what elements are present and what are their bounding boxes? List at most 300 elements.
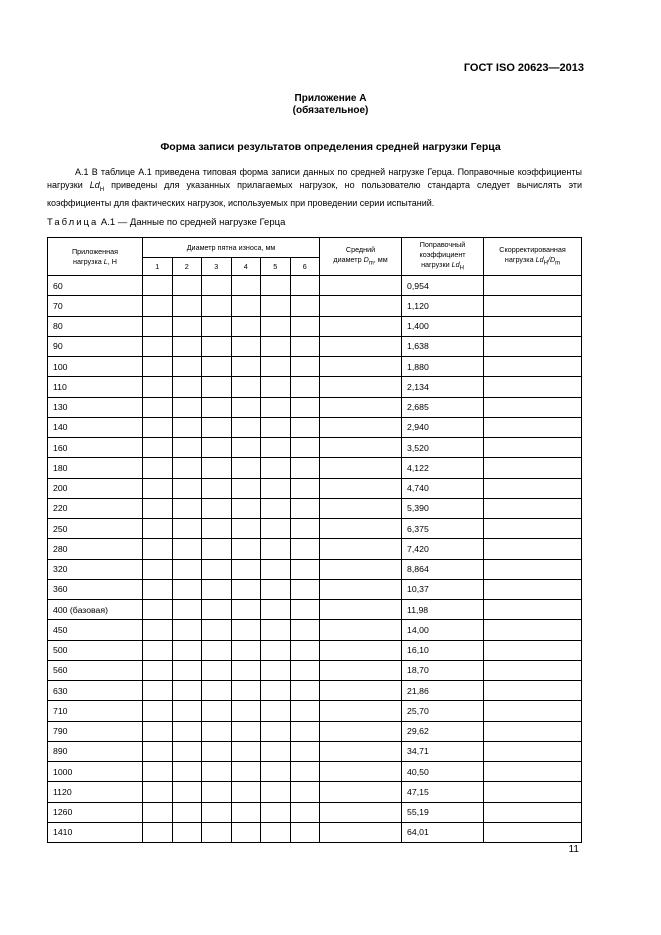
cell-average-diameter xyxy=(320,701,402,721)
cell-diameter-5 xyxy=(261,660,291,680)
cell-diameter-5 xyxy=(261,438,291,458)
cell-load: 90 xyxy=(48,336,143,356)
cell-average-diameter xyxy=(320,681,402,701)
cell-diameter-1 xyxy=(143,579,173,599)
cell-diameter-2 xyxy=(172,417,202,437)
cell-corrected-load xyxy=(484,438,582,458)
cell-diameter-3 xyxy=(202,539,232,559)
cell-diameter-1 xyxy=(143,782,173,802)
col-header-diameter-2: 2 xyxy=(172,258,202,276)
para-text-1: А.1 В таблице А.1 приведена типовая форма записи данных по средней нагрузке Герца. Поправочные коэффициенты нагрузки xyxy=(47,167,582,190)
cell-diameter-1 xyxy=(143,498,173,518)
table-row xyxy=(48,438,582,458)
table-row xyxy=(48,660,582,680)
cell-diameter-6 xyxy=(290,438,320,458)
cell-coefficient: 4,122 xyxy=(402,458,484,478)
cell-diameter-2 xyxy=(172,336,202,356)
page-number: 11 xyxy=(568,844,579,855)
cell-diameter-4 xyxy=(231,397,261,417)
cell-diameter-3 xyxy=(202,519,232,539)
cell-diameter-5 xyxy=(261,721,291,741)
cell-diameter-1 xyxy=(143,721,173,741)
col-header-diameter-3: 3 xyxy=(202,258,232,276)
cell-diameter-4 xyxy=(231,296,261,316)
cell-load: 500 xyxy=(48,640,143,660)
cell-load: 200 xyxy=(48,478,143,498)
cell-diameter-6 xyxy=(290,458,320,478)
cell-coefficient: 18,70 xyxy=(402,660,484,680)
cell-diameter-1 xyxy=(143,296,173,316)
cell-diameter-5 xyxy=(261,478,291,498)
cell-diameter-2 xyxy=(172,640,202,660)
cell-coefficient: 4,740 xyxy=(402,478,484,498)
cell-coefficient: 1,400 xyxy=(402,316,484,336)
cell-diameter-5 xyxy=(261,498,291,518)
cell-average-diameter xyxy=(320,519,402,539)
cell-diameter-4 xyxy=(231,458,261,478)
cell-diameter-5 xyxy=(261,377,291,397)
cell-load: 220 xyxy=(48,498,143,518)
cell-diameter-4 xyxy=(231,681,261,701)
cell-diameter-5 xyxy=(261,357,291,377)
cell-diameter-2 xyxy=(172,822,202,842)
cell-diameter-1 xyxy=(143,640,173,660)
para-symbol: Ld xyxy=(89,180,100,190)
table-row xyxy=(48,559,582,579)
cell-average-diameter xyxy=(320,782,402,802)
col-header-diameter-5: 5 xyxy=(261,258,291,276)
cell-diameter-2 xyxy=(172,579,202,599)
cell-diameter-6 xyxy=(290,640,320,660)
table-caption xyxy=(47,217,285,228)
cell-corrected-load xyxy=(484,802,582,822)
cell-average-diameter xyxy=(320,498,402,518)
cell-average-diameter xyxy=(320,640,402,660)
cell-diameter-2 xyxy=(172,377,202,397)
table-row xyxy=(48,600,582,620)
cell-corrected-load xyxy=(484,519,582,539)
cell-coefficient: 3,520 xyxy=(402,438,484,458)
cell-diameter-4 xyxy=(231,802,261,822)
cell-corrected-load xyxy=(484,276,582,296)
col-header-diameter-6: 6 xyxy=(290,258,320,276)
cell-diameter-3 xyxy=(202,336,232,356)
cell-diameter-4 xyxy=(231,539,261,559)
table-row xyxy=(48,296,582,316)
col-header-load: Приложенная нагрузка L, Н xyxy=(48,238,143,276)
cell-diameter-3 xyxy=(202,478,232,498)
cell-diameter-4 xyxy=(231,276,261,296)
cell-load: 360 xyxy=(48,579,143,599)
cell-corrected-load xyxy=(484,336,582,356)
cell-diameter-6 xyxy=(290,336,320,356)
cell-average-diameter xyxy=(320,600,402,620)
cell-coefficient: 5,390 xyxy=(402,498,484,518)
cell-average-diameter xyxy=(320,559,402,579)
cell-diameter-3 xyxy=(202,438,232,458)
table-row xyxy=(48,762,582,782)
cell-diameter-2 xyxy=(172,660,202,680)
cell-average-diameter xyxy=(320,620,402,640)
cell-diameter-6 xyxy=(290,539,320,559)
cell-diameter-1 xyxy=(143,478,173,498)
cell-diameter-5 xyxy=(261,741,291,761)
cell-diameter-5 xyxy=(261,681,291,701)
table-row xyxy=(48,377,582,397)
cell-diameter-4 xyxy=(231,822,261,842)
cell-diameter-1 xyxy=(143,701,173,721)
cell-diameter-4 xyxy=(231,357,261,377)
cell-diameter-2 xyxy=(172,741,202,761)
cell-diameter-3 xyxy=(202,741,232,761)
cell-diameter-2 xyxy=(172,681,202,701)
cell-coefficient: 1,120 xyxy=(402,296,484,316)
cell-diameter-3 xyxy=(202,660,232,680)
cell-coefficient: 0,954 xyxy=(402,276,484,296)
cell-load: 70 xyxy=(48,296,143,316)
cell-diameter-3 xyxy=(202,701,232,721)
cell-diameter-2 xyxy=(172,721,202,741)
cell-diameter-1 xyxy=(143,316,173,336)
col-header-correction-coefficient: Поправочный коэффициент нагрузки $Ld_H$ xyxy=(402,238,484,276)
cell-coefficient: 29,62 xyxy=(402,721,484,741)
cell-diameter-6 xyxy=(290,498,320,518)
cell-diameter-4 xyxy=(231,640,261,660)
cell-diameter-3 xyxy=(202,276,232,296)
cell-diameter-3 xyxy=(202,640,232,660)
cell-diameter-5 xyxy=(261,802,291,822)
para-symbol-sub: H xyxy=(99,186,105,193)
cell-diameter-5 xyxy=(261,579,291,599)
cell-diameter-5 xyxy=(261,782,291,802)
cell-corrected-load xyxy=(484,458,582,478)
cell-average-diameter xyxy=(320,822,402,842)
cell-diameter-5 xyxy=(261,600,291,620)
cell-load: 110 xyxy=(48,377,143,397)
cell-coefficient: 16,10 xyxy=(402,640,484,660)
cell-diameter-1 xyxy=(143,539,173,559)
cell-diameter-6 xyxy=(290,681,320,701)
cell-coefficient: 1,638 xyxy=(402,336,484,356)
cell-diameter-1 xyxy=(143,519,173,539)
cell-coefficient: 14,00 xyxy=(402,620,484,640)
cell-coefficient: 7,420 xyxy=(402,539,484,559)
cell-diameter-6 xyxy=(290,559,320,579)
table-row xyxy=(48,681,582,701)
cell-corrected-load xyxy=(484,397,582,417)
cell-diameter-4 xyxy=(231,620,261,640)
cell-average-diameter xyxy=(320,438,402,458)
table-row xyxy=(48,357,582,377)
cell-average-diameter xyxy=(320,417,402,437)
cell-diameter-5 xyxy=(261,762,291,782)
page-title: Форма записи результатов определения средней нагрузки Герца xyxy=(160,141,501,153)
cell-coefficient: 6,375 xyxy=(402,519,484,539)
cell-corrected-load xyxy=(484,660,582,680)
cell-diameter-3 xyxy=(202,377,232,397)
cell-corrected-load xyxy=(484,762,582,782)
cell-coefficient: 11,98 xyxy=(402,600,484,620)
cell-diameter-3 xyxy=(202,579,232,599)
cell-diameter-4 xyxy=(231,336,261,356)
cell-diameter-6 xyxy=(290,721,320,741)
cell-diameter-1 xyxy=(143,660,173,680)
cell-load: 280 xyxy=(48,539,143,559)
cell-diameter-6 xyxy=(290,357,320,377)
cell-diameter-5 xyxy=(261,336,291,356)
table-caption-text: А.1 — Данные по средней нагрузке Герца xyxy=(100,217,286,228)
cell-load: 250 xyxy=(48,519,143,539)
cell-diameter-6 xyxy=(290,377,320,397)
cell-load: 60 xyxy=(48,276,143,296)
cell-load: 160 xyxy=(48,438,143,458)
cell-coefficient: 64,01 xyxy=(402,822,484,842)
cell-diameter-1 xyxy=(143,762,173,782)
cell-load: 630 xyxy=(48,681,143,701)
cell-diameter-4 xyxy=(231,782,261,802)
cell-average-diameter xyxy=(320,316,402,336)
cell-average-diameter xyxy=(320,741,402,761)
table-row xyxy=(48,539,582,559)
cell-diameter-1 xyxy=(143,681,173,701)
cell-load: 1120 xyxy=(48,782,143,802)
cell-average-diameter xyxy=(320,296,402,316)
cell-diameter-1 xyxy=(143,600,173,620)
cell-diameter-5 xyxy=(261,519,291,539)
annex-heading xyxy=(0,93,661,117)
cell-diameter-3 xyxy=(202,620,232,640)
cell-diameter-6 xyxy=(290,296,320,316)
document-code: ГОСТ ISO 20623—2013 xyxy=(463,62,584,74)
cell-diameter-3 xyxy=(202,559,232,579)
cell-diameter-1 xyxy=(143,559,173,579)
cell-corrected-load xyxy=(484,539,582,559)
table-caption-prefix: Таблица xyxy=(47,217,99,228)
col-header-diameter-1: 1 xyxy=(143,258,173,276)
cell-diameter-3 xyxy=(202,296,232,316)
cell-average-diameter xyxy=(320,357,402,377)
cell-average-diameter xyxy=(320,377,402,397)
cell-diameter-1 xyxy=(143,438,173,458)
table-row xyxy=(48,822,582,842)
cell-diameter-2 xyxy=(172,458,202,478)
cell-load: 320 xyxy=(48,559,143,579)
cell-load: 180 xyxy=(48,458,143,478)
cell-coefficient: 21,86 xyxy=(402,681,484,701)
cell-coefficient: 55,19 xyxy=(402,802,484,822)
annex-status: (обязательное) xyxy=(292,105,369,116)
cell-diameter-3 xyxy=(202,802,232,822)
cell-diameter-3 xyxy=(202,681,232,701)
cell-diameter-6 xyxy=(290,276,320,296)
cell-diameter-4 xyxy=(231,741,261,761)
cell-diameter-4 xyxy=(231,478,261,498)
table-row xyxy=(48,498,582,518)
cell-load: 890 xyxy=(48,741,143,761)
cell-corrected-load xyxy=(484,640,582,660)
cell-diameter-4 xyxy=(231,762,261,782)
cell-diameter-6 xyxy=(290,519,320,539)
cell-diameter-6 xyxy=(290,417,320,437)
cell-coefficient: 1,880 xyxy=(402,357,484,377)
cell-diameter-4 xyxy=(231,579,261,599)
table-row xyxy=(48,478,582,498)
cell-diameter-6 xyxy=(290,802,320,822)
table-row xyxy=(48,316,582,336)
cell-load: 130 xyxy=(48,397,143,417)
cell-diameter-3 xyxy=(202,498,232,518)
cell-diameter-6 xyxy=(290,620,320,640)
cell-corrected-load xyxy=(484,721,582,741)
cell-average-diameter xyxy=(320,478,402,498)
cell-diameter-1 xyxy=(143,620,173,640)
cell-corrected-load xyxy=(484,377,582,397)
cell-load: 790 xyxy=(48,721,143,741)
cell-diameter-6 xyxy=(290,478,320,498)
cell-diameter-3 xyxy=(202,458,232,478)
cell-diameter-2 xyxy=(172,762,202,782)
cell-diameter-2 xyxy=(172,397,202,417)
cell-corrected-load xyxy=(484,782,582,802)
cell-diameter-2 xyxy=(172,600,202,620)
cell-diameter-4 xyxy=(231,498,261,518)
cell-diameter-4 xyxy=(231,316,261,336)
cell-diameter-2 xyxy=(172,559,202,579)
cell-average-diameter xyxy=(320,336,402,356)
table-row xyxy=(48,276,582,296)
cell-diameter-2 xyxy=(172,498,202,518)
cell-diameter-5 xyxy=(261,701,291,721)
cell-diameter-6 xyxy=(290,660,320,680)
cell-average-diameter xyxy=(320,458,402,478)
table-row xyxy=(48,336,582,356)
cell-diameter-2 xyxy=(172,296,202,316)
cell-load: 80 xyxy=(48,316,143,336)
table-row xyxy=(48,579,582,599)
cell-average-diameter xyxy=(320,802,402,822)
cell-diameter-3 xyxy=(202,417,232,437)
cell-diameter-3 xyxy=(202,822,232,842)
cell-diameter-4 xyxy=(231,377,261,397)
cell-corrected-load xyxy=(484,681,582,701)
cell-diameter-2 xyxy=(172,478,202,498)
cell-diameter-2 xyxy=(172,782,202,802)
cell-coefficient: 2,940 xyxy=(402,417,484,437)
table-row xyxy=(48,620,582,640)
cell-diameter-5 xyxy=(261,276,291,296)
cell-average-diameter xyxy=(320,579,402,599)
cell-diameter-5 xyxy=(261,539,291,559)
cell-diameter-5 xyxy=(261,822,291,842)
cell-load: 140 xyxy=(48,417,143,437)
cell-coefficient: 8,864 xyxy=(402,559,484,579)
cell-diameter-2 xyxy=(172,316,202,336)
cell-diameter-2 xyxy=(172,701,202,721)
cell-diameter-5 xyxy=(261,458,291,478)
table-row xyxy=(48,397,582,417)
cell-coefficient: 47,15 xyxy=(402,782,484,802)
cell-diameter-6 xyxy=(290,701,320,721)
annex-title: Приложение А xyxy=(294,93,367,104)
cell-coefficient: 2,685 xyxy=(402,397,484,417)
cell-diameter-4 xyxy=(231,701,261,721)
col-header-average-diameter: Средний диаметр $D_m$, мм xyxy=(320,238,402,276)
data-table xyxy=(47,237,582,843)
intro-paragraph xyxy=(47,166,582,210)
cell-diameter-1 xyxy=(143,802,173,822)
cell-diameter-3 xyxy=(202,600,232,620)
cell-load: 1410 xyxy=(48,822,143,842)
cell-load: 710 xyxy=(48,701,143,721)
table-row xyxy=(48,741,582,761)
cell-corrected-load xyxy=(484,701,582,721)
table-row xyxy=(48,701,582,721)
cell-diameter-5 xyxy=(261,316,291,336)
col-header-diameter-4: 4 xyxy=(231,258,261,276)
cell-diameter-3 xyxy=(202,721,232,741)
col-header-corrected-load: Скорректированная нагрузка $Ld_H/D_m$ xyxy=(484,238,582,276)
cell-diameter-1 xyxy=(143,741,173,761)
cell-average-diameter xyxy=(320,762,402,782)
cell-diameter-1 xyxy=(143,417,173,437)
table-row xyxy=(48,640,582,660)
cell-diameter-5 xyxy=(261,640,291,660)
cell-diameter-1 xyxy=(143,336,173,356)
table-row xyxy=(48,721,582,741)
cell-average-diameter xyxy=(320,539,402,559)
cell-diameter-2 xyxy=(172,539,202,559)
col-header-diameter-group: Диаметр пятна износа, мм xyxy=(143,238,320,258)
cell-corrected-load xyxy=(484,498,582,518)
cell-diameter-2 xyxy=(172,519,202,539)
cell-diameter-5 xyxy=(261,296,291,316)
cell-diameter-1 xyxy=(143,357,173,377)
cell-diameter-1 xyxy=(143,377,173,397)
cell-diameter-2 xyxy=(172,802,202,822)
cell-diameter-3 xyxy=(202,397,232,417)
cell-diameter-6 xyxy=(290,579,320,599)
cell-coefficient: 2,134 xyxy=(402,377,484,397)
cell-diameter-1 xyxy=(143,276,173,296)
cell-corrected-load xyxy=(484,357,582,377)
cell-corrected-load xyxy=(484,600,582,620)
cell-diameter-5 xyxy=(261,620,291,640)
cell-corrected-load xyxy=(484,579,582,599)
cell-diameter-4 xyxy=(231,417,261,437)
cell-diameter-6 xyxy=(290,600,320,620)
cell-corrected-load xyxy=(484,417,582,437)
cell-diameter-1 xyxy=(143,397,173,417)
cell-diameter-1 xyxy=(143,822,173,842)
cell-average-diameter xyxy=(320,276,402,296)
cell-diameter-6 xyxy=(290,316,320,336)
table-row xyxy=(48,519,582,539)
cell-diameter-6 xyxy=(290,762,320,782)
cell-coefficient: 34,71 xyxy=(402,741,484,761)
cell-diameter-3 xyxy=(202,762,232,782)
cell-corrected-load xyxy=(484,478,582,498)
para-text-2: приведены для указанных прилагаемых нагрузок, но пользователю стандарта следует вычислять эти коэффициенты для фактических нагрузок, используемых при проведении серии испытаний. xyxy=(47,180,582,208)
cell-corrected-load xyxy=(484,741,582,761)
cell-diameter-3 xyxy=(202,782,232,802)
cell-coefficient: 40,50 xyxy=(402,762,484,782)
cell-average-diameter xyxy=(320,660,402,680)
cell-diameter-3 xyxy=(202,357,232,377)
cell-diameter-4 xyxy=(231,438,261,458)
cell-diameter-5 xyxy=(261,559,291,579)
cell-load: 400 (базовая) xyxy=(48,600,143,620)
cell-corrected-load xyxy=(484,559,582,579)
